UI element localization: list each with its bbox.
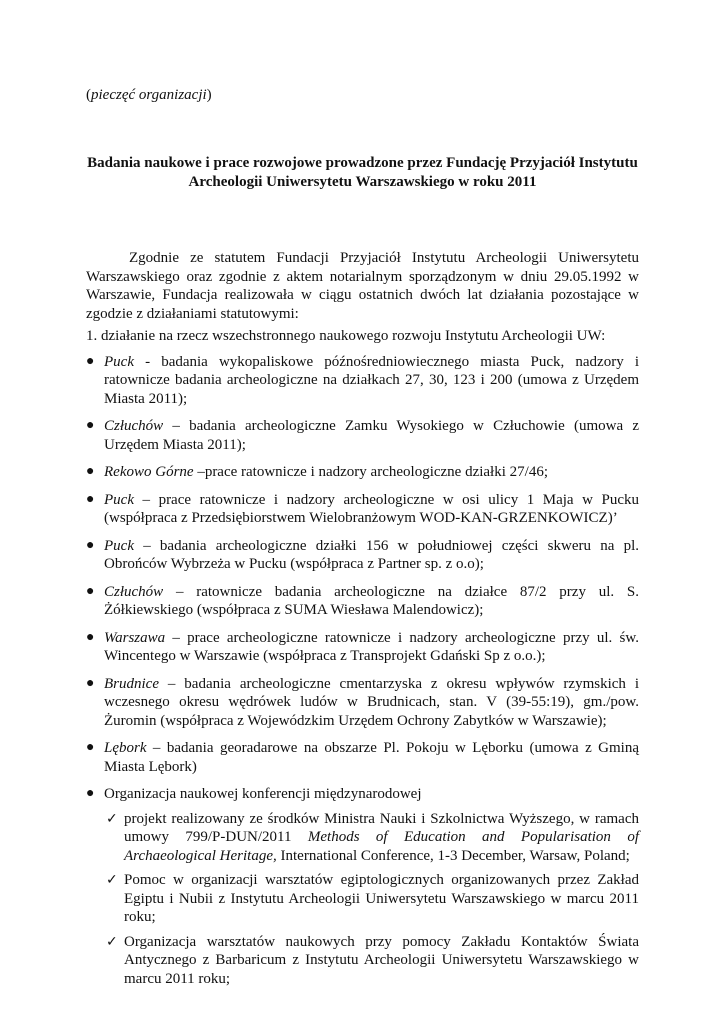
list-item: [86, 537, 639, 574]
checkmark-icon: ✓: [106, 810, 118, 827]
list-item: [86, 353, 639, 409]
item-place: Puck: [104, 537, 134, 554]
sub-list-item: [104, 810, 639, 866]
item-text: – prace ratownicze i nadzory archeologiczne w osi ulicy 1 Maja w Pucku (współpraca z Przedsiębiorstwem Wielobranżowym WOD-KAN-GRZENKOWICZ)’: [104, 491, 639, 526]
document-title: [86, 154, 639, 192]
item-text: – badania archeologiczne działki 156 w południowej części skweru na pl. Obrońców Wybrzeża w Pucku (współpraca z Partner sp. z o.o);: [104, 537, 639, 572]
conference-text: Organizacja naukowej konferencji międzynarodowej: [104, 786, 422, 802]
document-body: [86, 249, 639, 997]
item-text: – badania archeologiczne Zamku Wysokiego w Człuchowie (umowa z Urzędem Miasta 2011);: [104, 418, 639, 453]
item-text: –prace ratownicze i nadzory archeologiczne działki 27/46;: [193, 464, 548, 480]
item-place: Lębork: [104, 740, 147, 756]
item-text: - badania wykopaliskowe późnośredniowiecznego miasta Puck, nadzory i ratownicze badania archeologiczne na działkach 27, 30, 123 i 200 (umowa z Urzędem Miasta 2011);: [104, 353, 639, 407]
item-place: Rekowo Górne: [104, 464, 194, 480]
bullet-icon: ●: [86, 740, 95, 755]
bullet-icon: ●: [86, 629, 95, 645]
conference-sublist: [104, 810, 639, 989]
checkmark-icon: ✓: [106, 872, 118, 888]
stamp-close-paren: ): [206, 87, 212, 103]
list-item: [86, 583, 639, 620]
list-item: [86, 629, 639, 666]
activity-list: [86, 353, 639, 989]
list-item: [86, 491, 639, 528]
item-text: – badania archeologiczne cmentarzyska z okresu wpływów rzymskich i wczesnego okresu wędrówek ludów w Brudnicach, stan. V (39-55:19), gm./pow. Żuromin (współpraca z Wojewódzkim Urzędem Ochrony Zabytków w Warszawie);: [104, 675, 639, 729]
conference-item: [86, 785, 639, 988]
intro-paragraph: Zgodnie ze statutem Fundacji Przyjaciół Instytutu Archeologii Uniwersytetu Warszawskiego oraz zgodnie z aktem notarialnym sporządzonym w dniu 29.05.1992 w Warszawie, Fundacja realizowała w ciągu ostatnich dwóch lat działania pozostające w zgodzie z działaniami statutowymi:: [86, 250, 639, 322]
stamp-open-paren: (: [86, 87, 91, 103]
sub-item-text-end: International Conference, 1-3 December, Warsaw, Poland;: [276, 847, 630, 864]
list-item: [86, 675, 639, 731]
item-place: Puck: [104, 491, 134, 508]
sub-list-item: [104, 933, 639, 989]
bullet-icon: ●: [86, 418, 95, 433]
bullet-icon: ●: [86, 675, 95, 691]
item-text: – ratownicze badania archeologiczne na działce 87/2 przy ul. S. Żółkiewskiego (współpraca z SUMA Wiesława Malendowicz);: [104, 583, 639, 618]
sub-list-item: [104, 871, 639, 927]
organization-stamp-placeholder: [86, 86, 212, 105]
item-text: – prace archeologiczne ratownicze i nadzory archeologiczne przy ul. św. Wincentego w Warszawie (współpraca z Transprojekt Gdański Sp z o.o.);: [104, 629, 639, 664]
list-item: [86, 463, 639, 482]
title-line-1: Badania naukowe i prace rozwojowe prowadzone przez Fundację Przyjaciół Instytutu: [87, 155, 638, 171]
list-item: [86, 739, 639, 776]
stamp-label: pieczęć organizacji: [91, 87, 207, 103]
sub-item-text: Pomoc w organizacji warsztatów egiptologicznych organizowanych przez Zakład Egiptu i Nubii z Instytutu Archeologii Uniwersytetu Warszawskiego w marcu 2011 roku;: [124, 872, 639, 925]
bullet-icon: ●: [86, 464, 95, 479]
item-place: Puck: [104, 353, 134, 370]
section-point-1: 1. działanie na rzecz wszechstronnego naukowego rozwoju Instytutu Archeologii UW:: [86, 328, 606, 344]
bullet-icon: ●: [86, 491, 95, 507]
sub-item-italic: Methods of Education and Popularisation of Archaeological Heritage,: [124, 829, 639, 864]
item-place: Człuchów: [104, 418, 164, 434]
sub-item-text: Organizacja warsztatów naukowych przy pomocy Zakładu Kontaktów Świata Antycznego z Barbaricum z Instytutu Archeologii Uniwersytetu Warszawskiego w marcu 2011 roku;: [124, 933, 639, 987]
list-item: [86, 417, 639, 454]
checkmark-icon: ✓: [106, 933, 118, 950]
item-place: Brudnice: [104, 675, 159, 692]
bullet-icon: ●: [86, 537, 95, 553]
bullet-icon: ●: [86, 353, 95, 369]
item-place: Warszawa: [104, 629, 166, 646]
bullet-icon: ●: [86, 583, 95, 599]
sub-item-text: projekt realizowany ze środków Ministra Nauki i Szkolnictwa Wyższego, w ramach umowy 799/P-DUN/2011: [124, 810, 639, 845]
item-place: Człuchów: [104, 583, 164, 600]
bullet-icon: ●: [86, 786, 95, 801]
item-text: – badania georadarowe na obszarze Pl. Pokoju w Lęborku (umowa z Gminą Miasta Lębork): [104, 740, 639, 775]
title-line-2: Archeologii Uniwersytetu Warszawskiego w roku 2011: [188, 174, 537, 190]
